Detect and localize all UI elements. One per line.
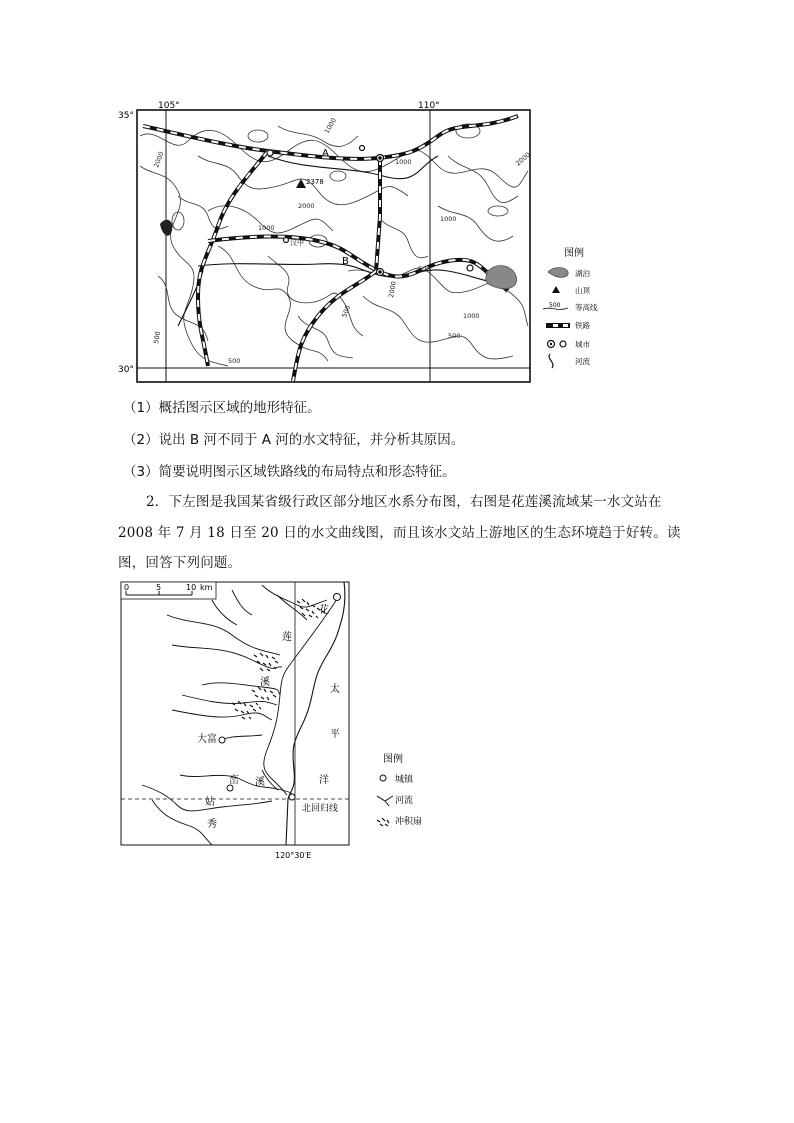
lon-right-label: 110° [418, 101, 440, 111]
svg-text:1000: 1000 [322, 116, 339, 135]
svg-text:山顶: 山顶 [575, 286, 590, 295]
svg-text:城镇: 城镇 [395, 775, 414, 785]
lake-icon [548, 268, 568, 278]
river-a-label: A [322, 148, 329, 159]
lake-icon [486, 266, 517, 289]
scale-bar [121, 582, 216, 599]
place-labels [197, 603, 340, 860]
svg-text:5: 5 [156, 583, 162, 592]
city-dot [379, 157, 381, 159]
svg-text:大富: 大富 [197, 734, 217, 745]
svg-text:1000: 1000 [258, 224, 275, 232]
river-system-map [112, 575, 372, 860]
paragraph-line-2: 2008 年 7 月 18 日至 20 日的水文曲线图，而且该水文站上游地区的生态环境趋于好转。读 [118, 525, 681, 541]
svg-text:1000: 1000 [463, 312, 480, 320]
legend-title: 图例 [564, 248, 584, 259]
svg-text:500: 500 [340, 304, 353, 319]
question-1: （1）概括图示区域的地形特征。 [123, 400, 321, 416]
lat-top-label: 35° [118, 111, 134, 121]
svg-text:河流: 河流 [575, 357, 590, 366]
alluvial-fan-icon [252, 687, 276, 700]
peak-label: 2378 [306, 178, 324, 186]
svg-text:湖泊: 湖泊 [575, 269, 590, 278]
lat-bottom-label: 30° [118, 365, 134, 375]
svg-text:km: km [200, 583, 213, 592]
city-dot [379, 271, 381, 273]
svg-text:铁路: 铁路 [575, 321, 590, 330]
svg-text:洋: 洋 [319, 775, 329, 786]
svg-text:莲: 莲 [282, 632, 292, 643]
svg-text:北回归线: 北回归线 [302, 804, 339, 814]
city-icon [560, 341, 566, 347]
paragraph-line-3: 图，回答下列问题。 [118, 555, 242, 571]
river-icon [549, 354, 553, 368]
city-label: 汉中 [290, 239, 304, 247]
svg-text:500: 500 [448, 332, 461, 340]
svg-text:花: 花 [319, 605, 329, 616]
city-icon [360, 146, 365, 151]
city-icon [467, 265, 473, 271]
paragraph-line-1: 2．下左图是我国某省级行政区部分地区水系分布图，右图是花莲溪流域某一水文站在 [146, 494, 662, 510]
town-icon [219, 737, 225, 743]
svg-text:等高线: 等高线 [575, 303, 598, 312]
river-b [198, 264, 513, 283]
svg-text:10: 10 [186, 583, 197, 592]
legend-title: 图例 [383, 754, 403, 765]
town-icon [289, 794, 295, 800]
town-icon [380, 775, 386, 781]
svg-text:溪: 溪 [260, 677, 270, 688]
topographic-map [118, 96, 618, 388]
svg-text:太: 太 [330, 684, 340, 695]
cities [267, 146, 473, 276]
svg-text:500: 500 [418, 265, 431, 273]
svg-text:河流: 河流 [395, 796, 414, 806]
svg-text:2000: 2000 [298, 202, 315, 210]
city-icon [267, 150, 273, 156]
alluvial-fan-icon [377, 818, 389, 826]
svg-text:峦: 峦 [229, 775, 239, 786]
svg-text:1000: 1000 [440, 215, 457, 223]
river-b-label: B [342, 256, 349, 267]
question-3: （3）简要说明图示区域铁路线的布局特点和形态特征。 [123, 464, 456, 480]
svg-text:2000: 2000 [152, 150, 166, 169]
svg-text:500: 500 [549, 302, 561, 309]
railways [143, 116, 518, 381]
town-icon [334, 594, 341, 601]
rivers [178, 156, 513, 326]
lon-left-label: 105° [158, 101, 180, 111]
svg-text:500: 500 [152, 330, 163, 345]
map1-legend [543, 246, 598, 368]
svg-text:秀: 秀 [207, 819, 217, 830]
svg-text:500: 500 [228, 357, 241, 365]
question-2: （2）说出 B 河不同于 A 河的水文特征，并分析其原因。 [123, 432, 465, 448]
map2-legend [375, 750, 475, 835]
svg-text:平: 平 [330, 729, 340, 740]
lake-icon [160, 220, 172, 236]
svg-text:姑: 姑 [205, 797, 215, 808]
peak-icon [552, 286, 560, 293]
river-icon [377, 796, 393, 806]
svg-text:1000: 1000 [395, 158, 412, 166]
svg-text:120°30′E: 120°30′E [275, 851, 312, 860]
peak-icon [296, 179, 306, 188]
svg-text:城市: 城市 [575, 340, 590, 349]
svg-text:2000: 2000 [387, 280, 398, 299]
svg-text:0: 0 [124, 583, 130, 592]
svg-text:冲积扇: 冲积扇 [395, 817, 423, 827]
svg-text:2000: 2000 [514, 150, 532, 168]
city-icon [284, 238, 289, 243]
svg-text:溪: 溪 [255, 777, 265, 788]
